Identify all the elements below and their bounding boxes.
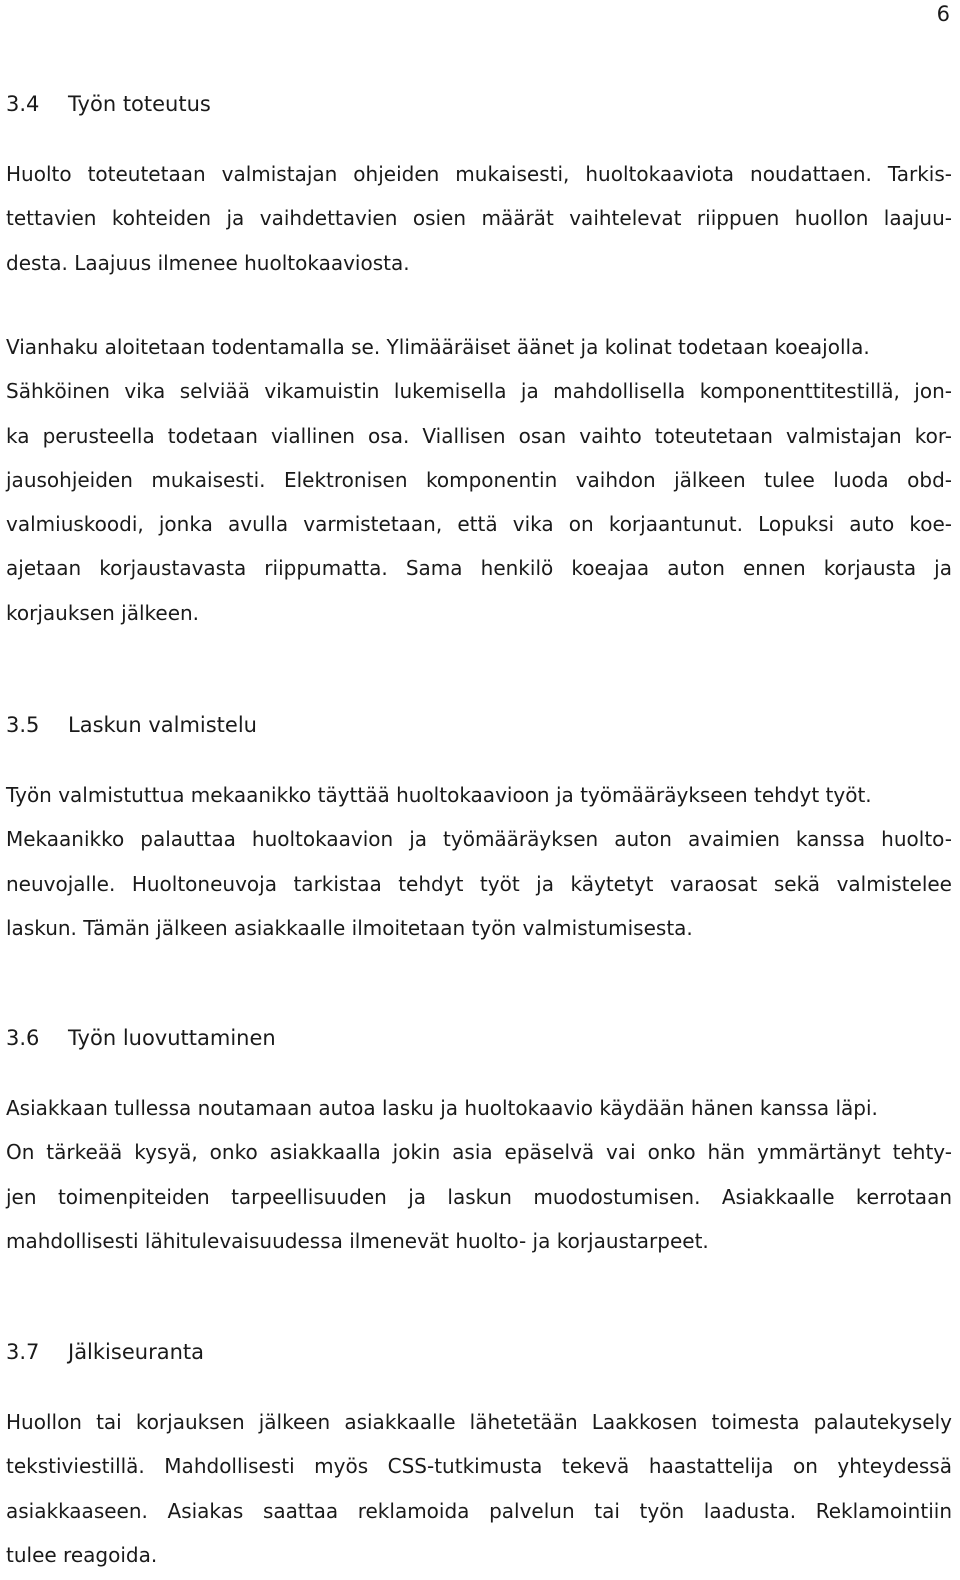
- section-number: 3.6: [6, 1026, 40, 1050]
- paragraph-line: tettavien kohteiden ja vaihdettavien osien määrät vaihtelevat riippuen huollon laajuu-: [6, 206, 952, 231]
- section-number: 3.5: [6, 713, 40, 737]
- paragraph-line: desta. Laajuus ilmenee huoltokaaviosta.: [6, 250, 410, 275]
- paragraph-line: tulee reagoida.: [6, 1542, 158, 1567]
- paragraph-line: asiakkaaseen. Asiakas saattaa reklamoida palvelun tai työn laadusta. Reklamointiin: [6, 1498, 952, 1523]
- paragraph: [6, 1400, 952, 1577]
- section-heading-3-6: [6, 1024, 276, 1052]
- paragraph-line: Huolto toteutetaan valmistajan ohjeiden mukaisesti, huoltokaaviota noudattaen. Tarkis-: [6, 162, 952, 186]
- section-heading-3-7: [6, 1338, 204, 1366]
- section-title: Laskun valmistelu: [68, 713, 257, 737]
- section-number: 3.4: [6, 92, 40, 116]
- section-title: Työn luovuttaminen: [68, 1026, 276, 1050]
- page-number: 6: [936, 2, 950, 26]
- paragraph-line: Sähköinen vika selviää vikamuistin lukemisella ja mahdollisella komponenttitestillä, jon-: [6, 379, 952, 404]
- section-heading-3-5: [6, 711, 257, 739]
- paragraph-line: tekstiviestillä. Mahdollisesti myös CSS-tutkimusta tekevä haastattelija on yhteydessä: [6, 1454, 952, 1479]
- paragraph-line: ajetaan korjaustavasta riippumatta. Sama henkilö koeajaa auton ennen korjausta ja: [6, 556, 952, 581]
- paragraph: [6, 325, 952, 635]
- section-heading-3-4: [6, 90, 211, 118]
- paragraph-line: jen toimenpiteiden tarpeellisuuden ja laskun muodostumisen. Asiakkaalle kerrotaan: [6, 1184, 952, 1209]
- paragraph: [6, 1086, 952, 1263]
- paragraph-line: ka perusteella todetaan viallinen osa. Viallisen osan vaihto toteutetaan valmistajan kor-: [6, 423, 952, 448]
- paragraph-line: On tärkeää kysyä, onko asiakkaalla jokin asia epäselvä vai onko hän ymmärtänyt tehty-: [6, 1140, 952, 1165]
- paragraph-line: korjauksen jälkeen.: [6, 600, 200, 625]
- paragraph-line: jausohjeiden mukaisesti. Elektronisen komponentin vaihdon jälkeen tulee luoda obd-: [6, 467, 952, 492]
- paragraph-line: neuvojalle. Huoltoneuvoja tarkistaa tehdyt työt ja käytetyt varaosat sekä valmistelee: [6, 871, 952, 896]
- paragraph-line: mahdollisesti lähitulevaisuudessa ilmenevät huolto- ja korjaustarpeet.: [6, 1228, 709, 1253]
- section-title: Työn toteutus: [68, 92, 211, 116]
- paragraph-line: Vianhaku aloitetaan todentamalla se. Ylimääräiset äänet ja kolinat todetaan koeajolla.: [6, 335, 870, 359]
- paragraph-line: Asiakkaan tullessa noutamaan autoa lasku ja huoltokaavio käydään hänen kanssa läpi.: [6, 1096, 878, 1120]
- section-number: 3.7: [6, 1340, 40, 1364]
- paragraph-line: laskun. Tämän jälkeen asiakkaalle ilmoitetaan työn valmistumisesta.: [6, 915, 693, 940]
- paragraph-line: Mekaanikko palauttaa huoltokaavion ja työmääräyksen auton avaimien kanssa huolto-: [6, 827, 952, 852]
- section-title: Jälkiseuranta: [68, 1340, 204, 1364]
- paragraph-line: valmiuskoodi, jonka avulla varmistetaan, että vika on korjaantunut. Lopuksi auto koe-: [6, 512, 952, 537]
- paragraph: [6, 773, 952, 950]
- paragraph-line: Työn valmistuttua mekaanikko täyttää huoltokaavioon ja työmääräykseen tehdyt työt.: [6, 783, 872, 807]
- paragraph-line: Huollon tai korjauksen jälkeen asiakkaalle lähetetään Laakkosen toimesta palautekysely: [6, 1410, 952, 1434]
- paragraph: [6, 152, 952, 285]
